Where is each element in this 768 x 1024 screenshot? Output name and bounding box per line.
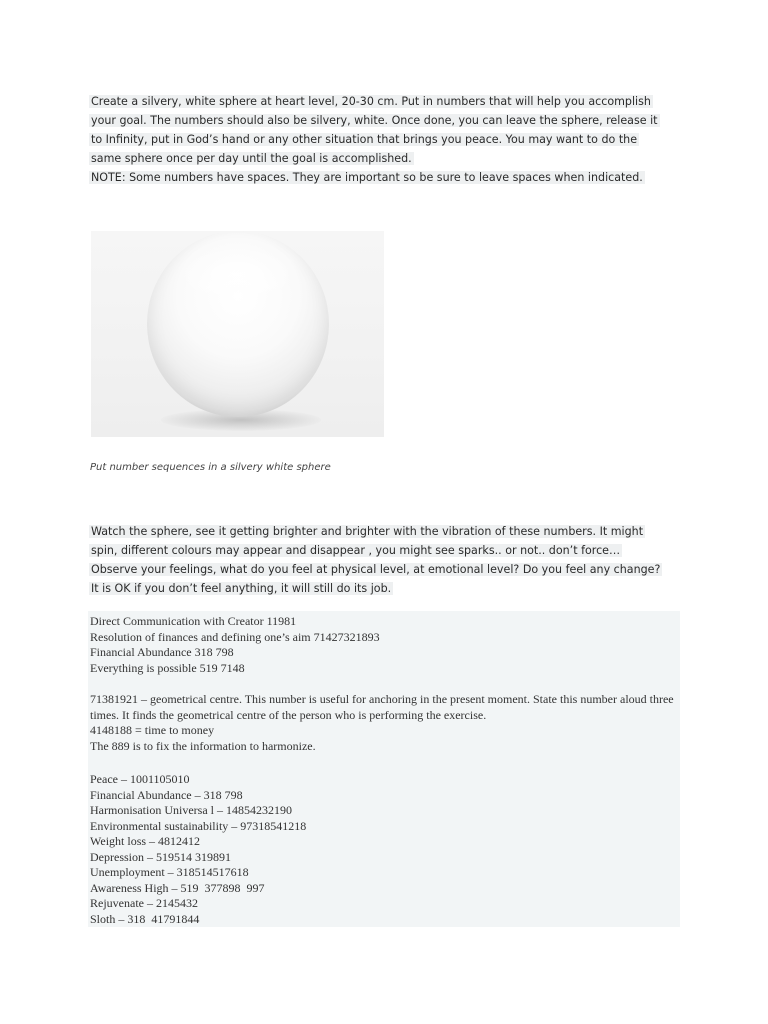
list-item: Awareness High – 519 377898 997 xyxy=(90,880,265,895)
list-item: Environmental sustainability – 97318541218 xyxy=(90,818,307,833)
list-item: Peace – 1001105010 xyxy=(90,772,190,786)
number-notes xyxy=(90,692,675,754)
sphere-highlight xyxy=(177,245,297,305)
list-item: Unemployment – 318514517618 xyxy=(90,865,249,879)
silver-sphere xyxy=(147,231,329,417)
number-list-primary xyxy=(90,614,675,676)
list-item: Financial Abundance 318 798 xyxy=(90,645,234,659)
sphere-image xyxy=(91,231,384,437)
watch-text xyxy=(89,522,669,598)
list-item: Harmonisation Universa l – 14854232190 xyxy=(90,803,292,817)
fix-note: The 889 is to fix the information to harmonize. xyxy=(90,738,316,753)
list-item: Weight loss – 4812412 xyxy=(90,834,201,848)
geometric-centre-note: 71381921 – geometrical centre. This number is useful for anchoring in the present moment. State this number aloud three times. It finds the geometrical centre of the person who is performing the exercise. xyxy=(90,692,674,722)
list-item: Depression – 519514 319891 xyxy=(90,849,231,864)
watch-paragraph: Watch the sphere, see it getting brighter and brighter with the vibration of these numbers. It might spin, different colours may appear and disappear , you might see sparks.. or not.. don’t force… Observe your feelings, what do you feel at physical level, at emotional level? Do you feel any change? It is OK if you don’t feel anything, it will still do its job. xyxy=(91,525,661,595)
number-list-secondary xyxy=(90,772,675,927)
figure-caption: Put number sequences in a silvery white sphere xyxy=(90,462,331,473)
list-item: Resolution of finances and defining one’s aim 71427321893 xyxy=(90,629,380,644)
list-item: Sloth – 318 41791844 xyxy=(90,911,200,926)
intro-text xyxy=(89,92,669,187)
list-item: Everything is possible 519 7148 xyxy=(90,660,245,675)
list-item: Rejuvenate – 2145432 xyxy=(90,896,198,910)
list-item: Direct Communication with Creator 11981 xyxy=(90,614,297,628)
intro-note: NOTE: Some numbers have spaces. They are important so be sure to leave spaces when indicated. xyxy=(91,171,643,184)
intro-paragraph: Create a silvery, white sphere at heart level, 20-30 cm. Put in numbers that will help you accomplish your goal. The numbers should also be silvery, white. Once done, you can leave the sphere, release it to Infinity, put in God’s hand or any other situation that brings you peace. You may want to do the same sphere once per day until the goal is accomplished. xyxy=(91,95,658,165)
time-money-note: 4148188 = time to money xyxy=(90,723,215,737)
list-item: Financial Abundance – 318 798 xyxy=(90,787,243,802)
